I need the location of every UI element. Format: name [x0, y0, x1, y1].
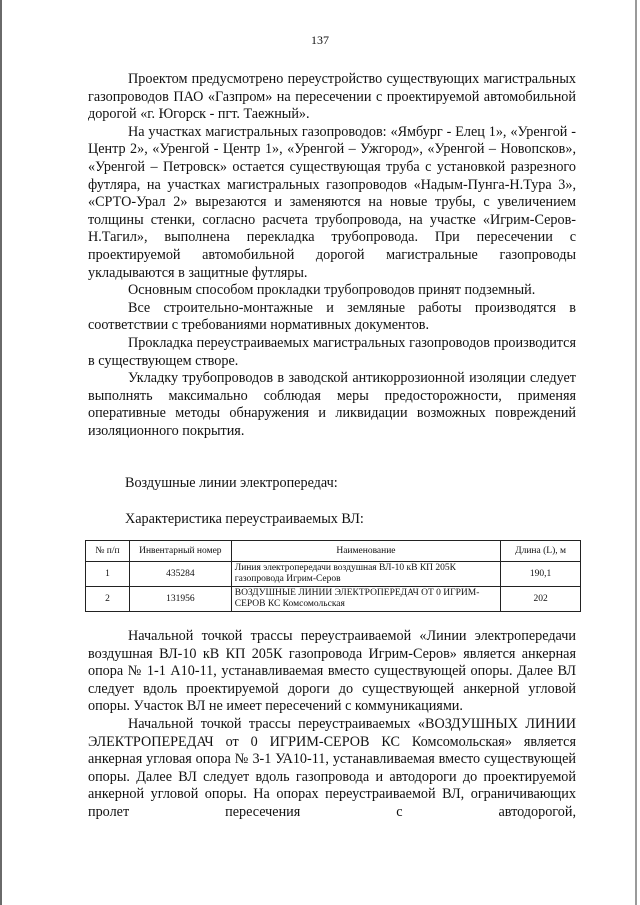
- col-header-length: Длина (L), м: [501, 541, 581, 562]
- cell-inventory: 131956: [129, 587, 231, 612]
- table-header-row: [86, 541, 581, 562]
- heading-table: Характеристика переустраиваемых ВЛ:: [125, 511, 364, 527]
- col-header-inventory: Инвентарный номер: [129, 541, 231, 562]
- paragraph: Начальной точкой трассы переустраиваемых «ВОЗДУШНЫХ ЛИНИИ ЭЛЕКТРОПЕРЕДАЧ от 0 ИГРИМ-СЕРОВ КС Комсомольская» является анкерная угловая опора № 3-1 УА10-11, устанавливаемая вместо существующей опоры. Далее ВЛ следует вдоль газопровода и автодороги до проектируемой анкерной угловой опоры. На опорах переустраиваемой ВЛ, ограничивающих пролет пересечения с автодорогой,: [88, 715, 576, 820]
- paragraph: Начальной точкой трассы переустраиваемой «Линии электропередачи воздушная ВЛ-10 кВ КП 205К газопровода Игрим-Серов» является анкерная опора № 1-1 А10-11, устанавливаемая вместо существующей опоры. Далее ВЛ следует вдоль проектируемой дороги до существующей анкерной угловой опоры. Участок ВЛ не имеет пересечений с коммуникациями.: [88, 628, 576, 715]
- scan-edge-right: [635, 0, 637, 905]
- table-row: [86, 587, 581, 612]
- cell-name: ВОЗДУШНЫЕ ЛИНИИ ЭЛЕКТРОПЕРЕДАЧ ОТ 0 ИГРИМ-СЕРОВ КС Комсомольская: [231, 587, 500, 612]
- heading-power-lines: Воздушные линии электропередач:: [125, 475, 338, 491]
- cell-length: 190,1: [501, 562, 581, 587]
- paragraph: На участках магистральных газопроводов: «Ямбург - Елец 1», «Уренгой - Центр 2», «Уренгой - Центр 1», «Уренгой – Ужгород», «Уренгой – Новопсков», «Уренгой – Петровск» остается существующая труба с установкой разрезного футляра, на участках магистральных газопроводов «Надым-Пунга-Н.Тура 3», «СРТО-Урал 2» вырезаются и заменяются на новые трубы, с увеличением толщины стенки, согласно расчета трубопровода, на участке «Игрим-Серов-Н.Тагил», выполнена перекладка трубопровода. При пересечении с проектируемой автомобильной дорогой магистральные газопроводы укладываются в защитные футляры.: [88, 123, 576, 281]
- page-number: 137: [311, 33, 329, 47]
- power-lines-table: [85, 540, 581, 612]
- table-row: [86, 562, 581, 587]
- paragraph: Проектом предусмотрено переустройство существующих магистральных газопроводов ПАО «Газпром» на пересечении с проектируемой автомобильной дорогой «г. Югорск - пгт. Таежный».: [88, 71, 576, 123]
- col-header-number: № п/п: [86, 541, 130, 562]
- cell-inventory: 435284: [129, 562, 231, 587]
- cell-name: Линия электропередачи воздушная ВЛ-10 кВ КП 205К газопровода Игрим-Серов: [231, 562, 500, 587]
- cell-number: 2: [86, 587, 130, 612]
- paragraph: Прокладка переустраиваемых магистральных газопроводов производится в существующем створе.: [88, 334, 576, 369]
- paragraph: Укладку трубопроводов в заводской антикоррозионной изоляции следует выполнять максимально соблюдая меры предосторожности, применяя оперативные методы обнаружения и ликвидации возможных повреждений изоляционного покрытия.: [88, 370, 576, 439]
- body-text-bottom: [88, 628, 576, 822]
- cell-number: 1: [86, 562, 130, 587]
- cell-length: 202: [501, 587, 581, 612]
- paragraph: Основным способом прокладки трубопроводов принят подземный.: [128, 282, 536, 299]
- scan-edge-left: [0, 0, 2, 905]
- paragraph: Все строительно-монтажные и земляные работы производятся в соответствии с требованиями нормативных документов.: [88, 299, 576, 334]
- col-header-name: Наименование: [231, 541, 500, 562]
- body-text-top: [88, 71, 576, 440]
